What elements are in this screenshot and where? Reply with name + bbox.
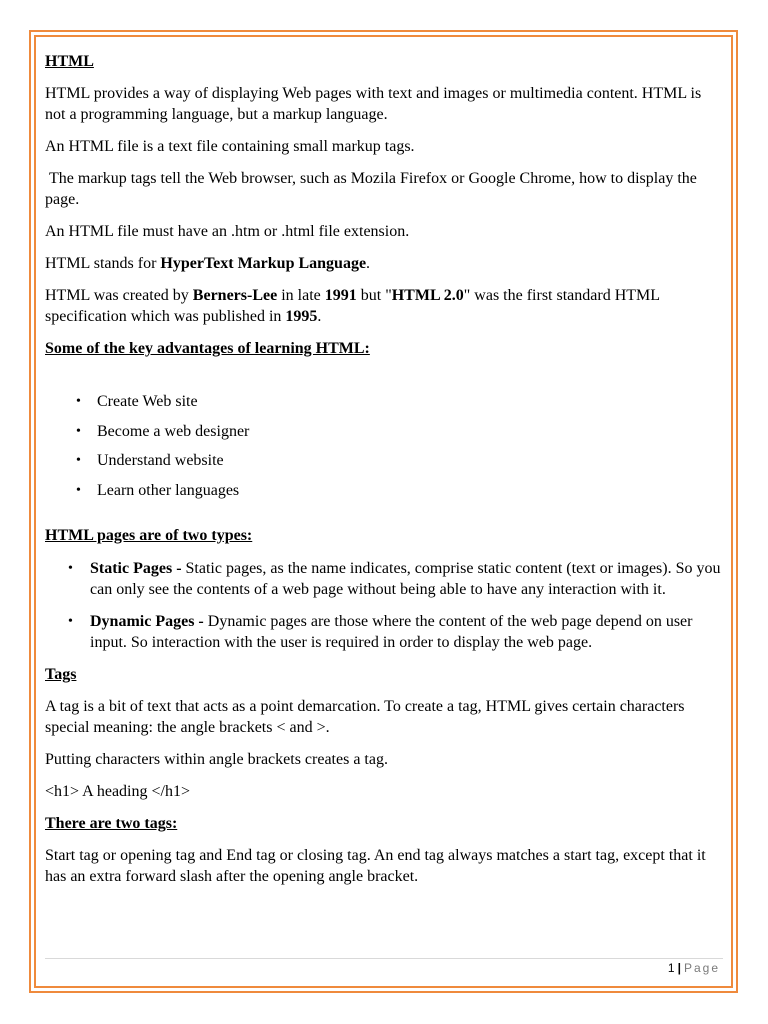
text-span: " was the first standard HTML specification which was published in [45, 287, 660, 325]
intro-paragraph-1: HTML provides a way of displaying Web pages with text and images or multimedia content. HTML is not a programming language, but a markup language. [45, 85, 702, 123]
bold-term: 1991 [324, 287, 357, 304]
list-item-label: Learn other languages [97, 481, 240, 499]
list-item [45, 450, 725, 480]
intro-paragraph-6 [45, 285, 725, 327]
advantages-heading: Some of the key advantages of learning HTML: [45, 340, 370, 357]
bold-term: Berners-Lee [192, 287, 278, 304]
page-types-list [45, 558, 725, 653]
footer-divider [45, 958, 723, 959]
list-item [45, 611, 725, 653]
bullet-icon: • [76, 453, 81, 468]
bold-term: 1995 [285, 308, 318, 325]
list-item-label: Become a web designer [97, 422, 250, 440]
advantages-list [45, 391, 725, 509]
intro-paragraph-2: An HTML file is a text file containing small markup tags. [45, 138, 415, 155]
list-item [45, 558, 725, 600]
bullet-icon: • [68, 614, 73, 629]
list-item-label: Understand website [97, 452, 224, 469]
bold-term: HyperText Markup Language [160, 255, 367, 272]
page-footer [668, 961, 720, 975]
bullet-icon: • [68, 561, 73, 576]
intro-paragraph-3: The markup tags tell the Web browser, such as Mozila Firefox or Google Chrome, how to display the page. [45, 170, 701, 208]
page-title: HTML [45, 53, 94, 70]
bullet-icon: • [76, 482, 81, 498]
text-span: . [317, 308, 322, 325]
intro-paragraph-5 [45, 253, 725, 274]
list-item [45, 391, 725, 421]
list-item-text: Dynamic pages are those where the content of the web page depend on user input. So interaction with the user is required in order to display the web page. [90, 613, 693, 651]
bold-term: Dynamic Pages - [90, 613, 208, 630]
tags-paragraph-1: A tag is a bit of text that acts as a point demarcation. To create a tag, HTML gives certain characters special meaning: the angle brackets < and >. [45, 698, 685, 736]
list-item [45, 421, 725, 451]
tags-example: <h1> A heading </h1> [45, 783, 190, 800]
page-label: Page [683, 961, 720, 975]
tags-heading: Tags [45, 666, 77, 683]
text-span: . [366, 255, 371, 272]
bold-term: Static Pages - [90, 560, 186, 577]
bold-term: HTML 2.0 [391, 287, 464, 304]
bullet-icon: • [76, 394, 81, 409]
list-item-label: Create Web site [97, 393, 198, 410]
list-item [45, 480, 725, 510]
list-item-text: Static pages, as the name indicates, comprise static content (text or images). So you can only see the contents of a web page without being able to have any interaction with it. [90, 560, 721, 598]
bullet-icon: • [76, 423, 81, 439]
text-span: HTML stands for [45, 255, 161, 272]
tags-paragraph-2: Putting characters within angle brackets creates a tag. [45, 751, 388, 768]
intro-paragraph-4: An HTML file must have an .htm or .html file extension. [45, 223, 410, 240]
page-types-heading: HTML pages are of two types: [45, 527, 253, 544]
footer-separator: | [677, 961, 681, 975]
text-span: but " [356, 287, 392, 304]
text-span: HTML was created by [45, 287, 193, 304]
two-tags-heading: There are two tags: [45, 815, 178, 832]
document-body [45, 51, 725, 887]
page-number: 1 [667, 961, 675, 975]
two-tags-paragraph: Start tag or opening tag and End tag or closing tag. An end tag always matches a start tag, except that it has an extra forward slash after the opening angle bracket. [45, 847, 706, 885]
text-span: in late [277, 287, 325, 304]
